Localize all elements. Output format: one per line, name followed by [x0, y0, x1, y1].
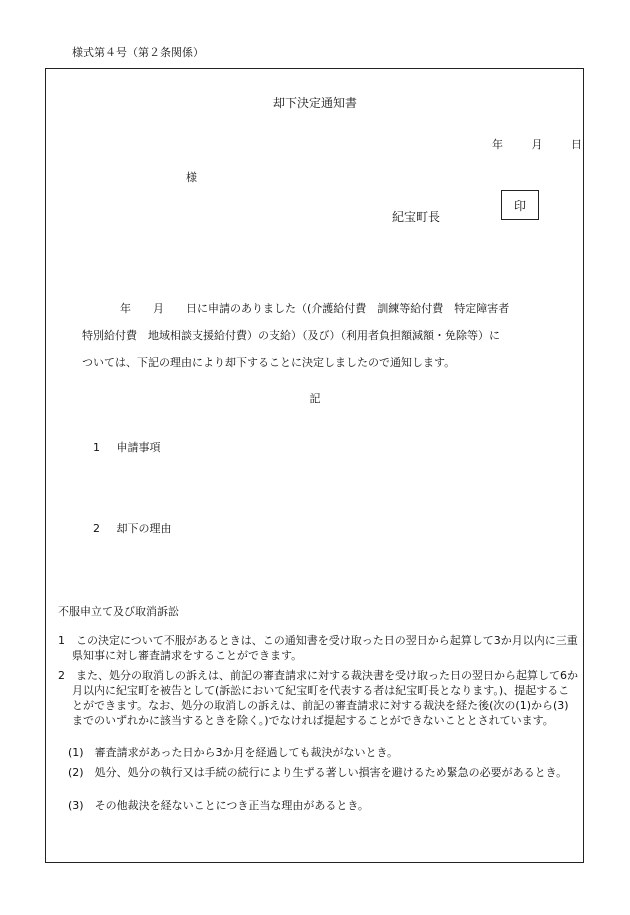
item-application — [93, 439, 161, 455]
body-line-1: 年 月 日に申請のありました（(介護給付費 訓練等給付費 特定障害者 — [120, 302, 510, 315]
item-reason — [93, 520, 172, 536]
item-number: 1 — [93, 441, 100, 454]
addressee-suffix: 様 — [186, 171, 197, 184]
seal-box — [501, 190, 539, 220]
form-number-label: 様式第４号（第２条関係） — [72, 46, 204, 59]
appeal-heading: 不服申立て及び取消訴訟 — [58, 605, 179, 618]
item-label: 申請事項 — [116, 441, 161, 454]
body-line-2: 特別給付費 地域相談支援給付費）の支給）（及び）（利用者負担額減額・免除等）に — [82, 329, 500, 342]
date-day: 日 — [571, 138, 582, 151]
ki-heading: 記 — [309, 392, 321, 405]
appeal-subitem-3: (3) その他裁決を経ないことにつき正当な理由があるとき。 — [68, 799, 369, 812]
body-line-3: ついては、下記の理由により却下することに決定しましたので通知します。 — [82, 356, 456, 369]
issue-date — [492, 136, 582, 152]
appeal-paragraph-1: 1 この決定について不服があるときは、この通知書を受け取った日の翌日から起算して3か月以内に三重県知事に対し審査請求をすることができます。 — [58, 634, 578, 662]
appeal-paragraph-2: 2 また、処分の取消しの訴えは、前記の審査請求に対する裁決書を受け取った日の翌日から起算して6か月以内に紀宝町を被告として(訴訟において紀宝町を代表する者は紀宝町長となります。)、提起することができます。なお、処分の取消しの訴えは、前記の審査請求に対する裁決を経た後(次の(1)から(3)までのいずれかに該当するときを除く。)でなければ提起することができないこととされています。 — [58, 669, 578, 727]
appeal-subitem-1: (1) 審査請求があった日から3か月を経過しても裁決がないとき。 — [68, 746, 399, 759]
seal-text: 印 — [513, 198, 526, 213]
document-frame — [45, 68, 584, 863]
issuer-name: 紀宝町長 — [392, 210, 441, 224]
item-number: 2 — [93, 522, 100, 535]
date-year: 年 — [492, 138, 503, 151]
item-label: 却下の理由 — [116, 522, 172, 535]
document-title: 却下決定通知書 — [272, 96, 357, 110]
date-month: 月 — [531, 138, 543, 151]
appeal-subitem-2: (2) 処分、処分の執行又は手続の続行により生ずる著しい損害を避けるため緊急の必要があるとき。 — [68, 766, 568, 779]
